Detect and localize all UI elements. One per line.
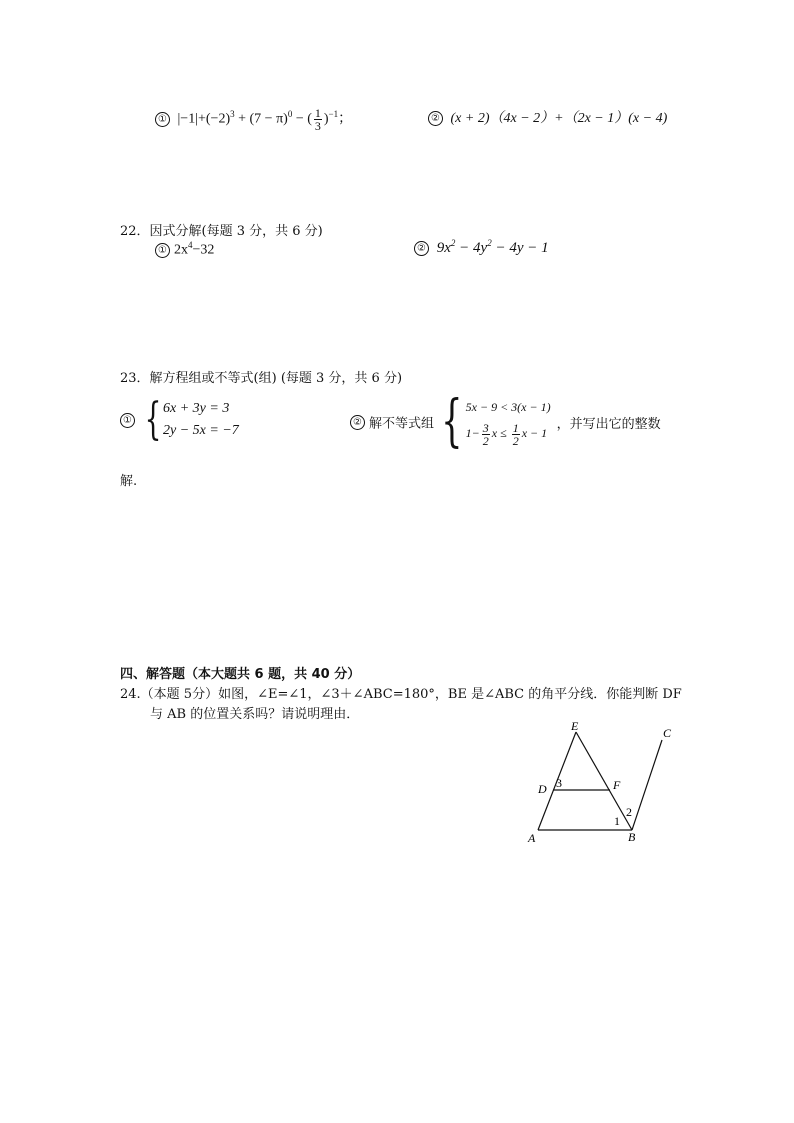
ray-BC xyxy=(632,740,662,830)
q22-item2 xyxy=(414,238,549,257)
expr-part: 9x xyxy=(436,240,451,256)
label-F: F xyxy=(613,778,621,792)
circled-number: ① xyxy=(155,112,170,127)
exponent: 2 xyxy=(450,238,456,248)
q23-title: 23．解方程组或不等式(组) (每题 3 分，共 6 分) xyxy=(120,371,403,386)
q24-line1: 24.（本题 5分）如图，∠E=∠1，∠3＋∠ABC=180°，BE 是∠ABC 的角平分线．你能判断 DF xyxy=(120,687,682,702)
label-C: C xyxy=(663,726,672,740)
q24-line2: 与 AB 的位置关系吗？请说明理由． xyxy=(150,707,360,722)
section-heading: 四、解答题（本大题共 6 题，共 40 分） xyxy=(120,667,361,682)
circled-number: ② xyxy=(350,415,365,430)
label-E: E xyxy=(571,719,579,733)
left-brace: { xyxy=(144,394,162,445)
exponent: 2 xyxy=(487,238,492,248)
fraction: $\frac{3}{2}$ xyxy=(482,420,489,448)
inequality-line: 5x − 9 < 3(x − 1) xyxy=(465,400,551,414)
circled-number: ① xyxy=(120,413,135,428)
segment-EB xyxy=(576,732,632,830)
q21-item2 xyxy=(428,107,667,127)
q22-item1 xyxy=(155,240,214,259)
geometry-figure xyxy=(520,718,690,848)
expr-part: −32 xyxy=(192,242,215,258)
instruction-suffix: ，并写出它的整数 xyxy=(556,416,661,432)
inequality-system xyxy=(466,396,551,448)
circled-number: ② xyxy=(428,111,443,126)
instruction-text: 解不等式组 xyxy=(369,416,435,432)
label-A: A xyxy=(528,831,536,845)
label-angle-3: 3 xyxy=(556,776,562,790)
label-D: D xyxy=(538,782,547,796)
expr-part: ) xyxy=(323,111,329,127)
label-angle-2: 2 xyxy=(626,805,632,819)
expr-part: − 4y − 1 xyxy=(491,240,549,256)
exponent: 3 xyxy=(230,109,235,120)
label-B: B xyxy=(628,830,636,844)
ineq-part: 1− xyxy=(465,426,480,440)
ineq-part: x − 1 xyxy=(521,426,548,440)
exponent: 4 xyxy=(188,240,193,250)
label-angle-1: 1 xyxy=(614,814,620,828)
q21-item1 xyxy=(155,107,352,132)
circled-number: ② xyxy=(414,241,429,256)
expr-part: + (7 − π) xyxy=(234,111,288,127)
q23-item2 xyxy=(350,389,661,454)
expr-part: 2x xyxy=(174,242,188,258)
q22-title: 22．因式分解(每题 3 分，共 6 分) xyxy=(120,224,323,239)
answer-label: 解. xyxy=(120,474,138,489)
equation-line: 2y − 5x = −7 xyxy=(163,423,239,438)
expr-part: − 4y xyxy=(455,240,488,256)
fraction: $\frac{1}{2}$ xyxy=(512,420,519,448)
expr-part: − ( xyxy=(292,111,312,127)
circled-number: ① xyxy=(155,243,170,258)
expr-end: ； xyxy=(338,111,353,127)
exponent: −1 xyxy=(328,109,339,120)
equation-line: 6x + 3y = 3 xyxy=(163,401,230,416)
expr-part: |−1|+(−2) xyxy=(177,111,231,127)
equation-system xyxy=(163,398,239,442)
exponent: 0 xyxy=(287,109,293,120)
expr: (x + 2)（4x − 2）+（2x − 1）(x − 4) xyxy=(450,111,668,126)
q23-item1 xyxy=(120,394,239,445)
ineq-part: x ≤ xyxy=(491,426,510,440)
fraction: $\frac{1}{3}$ xyxy=(314,106,321,133)
inequality-line xyxy=(466,418,551,448)
left-brace: { xyxy=(441,389,463,454)
